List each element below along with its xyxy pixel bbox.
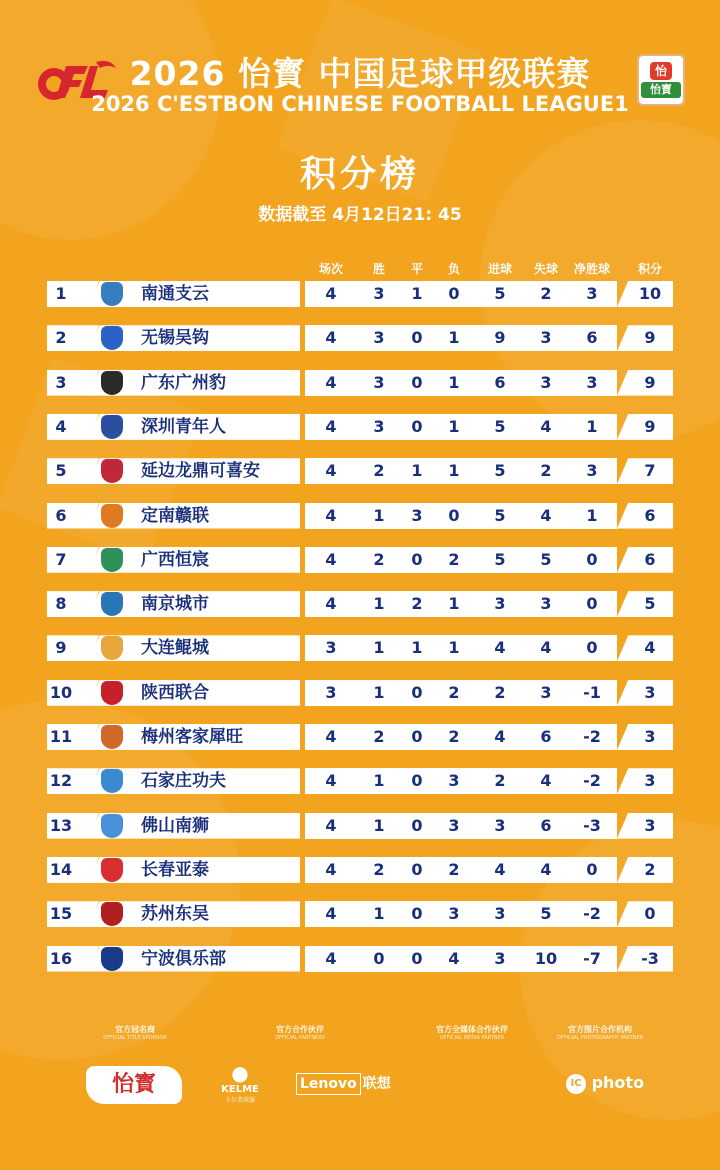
lenovo-logo — [296, 1073, 391, 1095]
team-name: 大连鲲城 — [141, 638, 209, 659]
stat-drawn: 1 — [411, 638, 423, 658]
stat-won: 1 — [373, 505, 385, 525]
stat-gf: 2 — [494, 682, 506, 702]
stat-lost: 1 — [448, 416, 460, 436]
team-name: 延边龙鼎可喜安 — [141, 461, 260, 482]
stat-won: 3 — [373, 416, 385, 436]
rank: 2 — [55, 328, 67, 348]
team-name: 定南赣联 — [141, 505, 209, 526]
table-row — [47, 724, 673, 750]
table-row — [47, 458, 673, 484]
table-row — [47, 813, 673, 839]
table-row — [47, 281, 673, 307]
stat-played: 4 — [325, 948, 337, 968]
stat-ga: 2 — [540, 461, 552, 481]
stat-played: 4 — [325, 815, 337, 835]
rank: 10 — [49, 682, 73, 702]
team-crest-icon — [101, 681, 123, 705]
stat-played: 3 — [325, 682, 337, 702]
table-row — [47, 325, 673, 351]
stat-ga: 3 — [540, 594, 552, 614]
lenovo-wordmark: Lenovo — [296, 1073, 361, 1095]
rank: 14 — [49, 859, 73, 879]
stat-lost: 4 — [448, 948, 460, 968]
stat-won: 3 — [373, 372, 385, 392]
table-row — [47, 547, 673, 573]
stat-gd: 0 — [586, 638, 598, 658]
stat-gd: -2 — [583, 771, 601, 791]
col-goal-diff: 净胜球 — [573, 262, 610, 276]
team-name: 南京城市 — [141, 594, 209, 615]
col-played: 场次 — [318, 262, 343, 276]
team-crest-icon — [101, 636, 123, 660]
rank: 11 — [49, 727, 73, 746]
team-name: 深圳青年人 — [141, 416, 226, 437]
team-crest-icon — [101, 326, 123, 350]
stat-played: 4 — [325, 372, 337, 392]
team-crest-icon — [101, 459, 123, 483]
stat-gf: 5 — [494, 461, 506, 481]
stat-gd: 0 — [586, 859, 598, 879]
stat-drawn: 0 — [411, 948, 423, 968]
data-cutoff-time: 数据截至 4月12日21: 45 — [258, 205, 462, 225]
sponsor-label-en: OFFICIAL MEDIA PARTNER — [439, 1035, 505, 1041]
col-goals-for: 进球 — [487, 262, 512, 276]
stat-gd: 6 — [586, 328, 598, 348]
stat-ga: 5 — [540, 549, 552, 569]
stat-won: 1 — [373, 682, 385, 702]
sponsor-label-en: OFFICIAL PHOTOGRAPHY PARTNER — [556, 1035, 644, 1041]
col-lost: 负 — [447, 262, 460, 276]
stat-gf: 3 — [494, 594, 506, 614]
standings-title: 积分榜 — [299, 154, 420, 195]
stat-ga: 4 — [540, 505, 552, 525]
stat-gd: -1 — [583, 682, 601, 702]
stat-gf: 3 — [494, 904, 506, 924]
stat-pts: 9 — [644, 328, 656, 348]
col-won: 胜 — [372, 262, 385, 276]
rank: 3 — [55, 372, 67, 392]
table-row — [47, 414, 673, 440]
stat-ga: 3 — [540, 372, 552, 392]
stat-ga: 6 — [540, 727, 552, 746]
ic-photo-wordmark: photo — [591, 1073, 645, 1092]
team-crest-icon — [101, 415, 123, 439]
stat-played: 4 — [325, 771, 337, 791]
stat-pts: 3 — [644, 727, 656, 746]
stat-gd: 1 — [586, 505, 598, 525]
rank: 4 — [55, 416, 67, 436]
stat-played: 4 — [325, 904, 337, 924]
rank: 13 — [49, 815, 73, 835]
stat-gf: 5 — [494, 284, 506, 303]
team-name: 广西恒宸 — [141, 549, 209, 570]
team-crest-icon — [101, 947, 123, 971]
stat-ga: 10 — [534, 948, 558, 968]
stat-lost: 2 — [448, 859, 460, 879]
stat-ga: 4 — [540, 416, 552, 436]
team-crest-icon — [101, 769, 123, 793]
stat-lost: 1 — [448, 328, 460, 348]
stat-gf: 3 — [494, 815, 506, 835]
stat-lost: 3 — [448, 904, 460, 924]
team-name: 南通支云 — [141, 284, 209, 304]
table-row — [47, 591, 673, 617]
rank: 1 — [55, 284, 67, 303]
stat-won: 3 — [373, 284, 385, 303]
kelme-logo — [215, 1062, 265, 1104]
team-name: 苏州东吴 — [141, 904, 209, 925]
stat-pts: -3 — [641, 948, 659, 968]
stat-pts: 3 — [644, 815, 656, 835]
stat-pts: 6 — [644, 505, 656, 525]
stat-won: 2 — [373, 549, 385, 569]
stat-won: 0 — [373, 948, 385, 968]
stat-gf: 4 — [494, 859, 506, 879]
stat-drawn: 0 — [411, 416, 423, 436]
stat-played: 4 — [325, 416, 337, 436]
lenovo-wordmark-cn: 联想 — [362, 1076, 391, 1092]
table-row — [47, 901, 673, 927]
stat-pts: 3 — [644, 771, 656, 791]
stat-ga: 4 — [540, 771, 552, 791]
sponsor-label: 官方图片合作机构 — [568, 1025, 632, 1034]
kelme-name: KELME — [221, 1084, 259, 1095]
stat-lost: 1 — [448, 594, 460, 614]
stat-lost: 1 — [448, 372, 460, 392]
rank: 5 — [55, 461, 67, 481]
stat-gf: 5 — [494, 549, 506, 569]
team-crest-icon — [101, 902, 123, 926]
col-points: 积分 — [637, 262, 662, 276]
team-name: 佛山南狮 — [141, 815, 209, 836]
stat-gf: 6 — [494, 372, 506, 392]
stat-drawn: 0 — [411, 682, 423, 702]
stat-drawn: 1 — [411, 284, 423, 303]
league-title-cn: 2026 怡寳 中国足球甲级联赛 — [129, 54, 591, 93]
team-crest-icon — [101, 371, 123, 395]
team-crest-icon — [101, 814, 123, 838]
stat-drawn: 0 — [411, 372, 423, 392]
stat-played: 4 — [325, 284, 337, 303]
stat-gd: 3 — [586, 461, 598, 481]
stat-gf: 4 — [494, 638, 506, 658]
stat-pts: 3 — [644, 682, 656, 702]
table-row — [47, 370, 673, 396]
stat-won: 2 — [373, 859, 385, 879]
table-row — [47, 635, 673, 661]
stat-drawn: 0 — [411, 859, 423, 879]
stat-gf: 5 — [494, 505, 506, 525]
team-name: 陕西联合 — [141, 682, 209, 703]
stat-pts: 2 — [644, 859, 656, 879]
stat-played: 4 — [325, 727, 337, 746]
stat-won: 1 — [373, 815, 385, 835]
stat-gd: -3 — [583, 815, 601, 835]
stat-won: 2 — [373, 461, 385, 481]
stat-pts: 0 — [644, 904, 656, 924]
stat-gf: 5 — [494, 416, 506, 436]
stat-drawn: 0 — [411, 328, 423, 348]
stat-pts: 10 — [638, 284, 662, 303]
table-row — [47, 680, 673, 706]
stat-gd: -2 — [583, 727, 601, 746]
stat-drawn: 0 — [411, 771, 423, 791]
stat-drawn: 3 — [411, 505, 423, 525]
stat-lost: 0 — [448, 284, 460, 303]
stat-won: 1 — [373, 771, 385, 791]
cestbon-logo: 怡寳 — [86, 1066, 182, 1104]
team-crest-icon — [101, 548, 123, 572]
stat-drawn: 0 — [411, 815, 423, 835]
rank: 15 — [49, 904, 73, 924]
rank: 8 — [55, 594, 67, 614]
stat-played: 4 — [325, 328, 337, 348]
paw-icon: ● — [231, 1061, 249, 1085]
table-row — [47, 503, 673, 529]
stat-lost: 2 — [448, 549, 460, 569]
stat-won: 3 — [373, 328, 385, 348]
stat-ga: 2 — [540, 284, 552, 303]
stat-ga: 3 — [540, 328, 552, 348]
stat-pts: 9 — [644, 372, 656, 392]
col-goals-against: 失球 — [533, 262, 558, 276]
team-crest-icon — [101, 282, 123, 306]
sponsor-label-en: OFFICIAL PARTNERS — [275, 1035, 325, 1041]
stat-played: 3 — [325, 638, 337, 658]
stat-gf: 4 — [494, 727, 506, 746]
rank: 16 — [49, 948, 73, 968]
stat-gd: -2 — [583, 904, 601, 924]
stat-drawn: 0 — [411, 904, 423, 924]
table-row — [47, 768, 673, 794]
ic-photo-icon: IC — [566, 1074, 586, 1094]
team-name: 宁波俱乐部 — [141, 948, 226, 969]
stat-lost: 3 — [448, 815, 460, 835]
stat-drawn: 0 — [411, 727, 423, 746]
team-crest-icon — [101, 504, 123, 528]
stat-pts: 7 — [644, 461, 656, 481]
sponsor-label: 官方冠名商 — [115, 1025, 155, 1034]
team-name: 石家庄功夫 — [141, 771, 226, 792]
brand-logo — [637, 54, 685, 106]
table-row — [47, 946, 673, 972]
stat-pts: 4 — [644, 638, 656, 658]
stat-drawn: 2 — [411, 594, 423, 614]
stat-gd: 1 — [586, 416, 598, 436]
stat-lost: 1 — [448, 638, 460, 658]
stat-pts: 5 — [644, 594, 656, 614]
stat-won: 1 — [373, 638, 385, 658]
rank: 9 — [55, 638, 67, 658]
stat-won: 2 — [373, 727, 385, 746]
stat-lost: 2 — [448, 682, 460, 702]
stat-ga: 4 — [540, 859, 552, 879]
stat-gd: 0 — [586, 594, 598, 614]
stat-gd: 3 — [586, 284, 598, 303]
team-crest-icon — [101, 725, 123, 749]
team-name: 长春亚泰 — [141, 859, 209, 880]
stat-ga: 4 — [540, 638, 552, 658]
stat-lost: 2 — [448, 727, 460, 746]
rank: 12 — [49, 771, 73, 791]
stat-lost: 0 — [448, 505, 460, 525]
brand-logo-top: 怡 — [650, 62, 672, 80]
stat-drawn: 0 — [411, 549, 423, 569]
stat-pts: 9 — [644, 416, 656, 436]
stat-gf: 9 — [494, 328, 506, 348]
team-crest-icon — [101, 858, 123, 882]
league-title-en: 2026 C'ESTBON CHINESE FOOTBALL LEAGUE1 — [91, 92, 629, 116]
stat-played: 4 — [325, 549, 337, 569]
team-name: 梅州客家犀旺 — [141, 727, 243, 747]
rank: 6 — [55, 505, 67, 525]
sponsor-label-en: OFFICIAL TITLE SPONSOR — [103, 1035, 167, 1041]
stat-ga: 6 — [540, 815, 552, 835]
team-name: 无锡吴钩 — [141, 328, 209, 349]
stat-gd: 0 — [586, 549, 598, 569]
team-name: 广东广州豹 — [141, 372, 226, 393]
stat-played: 4 — [325, 505, 337, 525]
stat-played: 4 — [325, 461, 337, 481]
stat-ga: 5 — [540, 904, 552, 924]
col-drawn: 平 — [410, 262, 423, 276]
stat-played: 4 — [325, 859, 337, 879]
stat-ga: 3 — [540, 682, 552, 702]
stat-gd: -7 — [583, 948, 601, 968]
stat-lost: 1 — [448, 461, 460, 481]
stat-won: 1 — [373, 594, 385, 614]
stat-drawn: 1 — [411, 461, 423, 481]
team-crest-icon — [101, 592, 123, 616]
rank: 7 — [55, 549, 67, 569]
ic-photo-logo — [566, 1073, 644, 1094]
stat-played: 4 — [325, 594, 337, 614]
stat-won: 1 — [373, 904, 385, 924]
stat-gf: 3 — [494, 948, 506, 968]
stat-gf: 2 — [494, 771, 506, 791]
table-row — [47, 857, 673, 883]
stat-gd: 3 — [586, 372, 598, 392]
brand-logo-bottom: 怡寳 — [641, 82, 681, 98]
stat-pts: 6 — [644, 549, 656, 569]
sponsor-label: 官方合作伙伴 — [276, 1025, 324, 1034]
kelme-name-cn: 卡尔美球服 — [224, 1097, 255, 1104]
stat-lost: 3 — [448, 771, 460, 791]
sponsor-label: 官方全媒体合作伙伴 — [436, 1025, 508, 1034]
